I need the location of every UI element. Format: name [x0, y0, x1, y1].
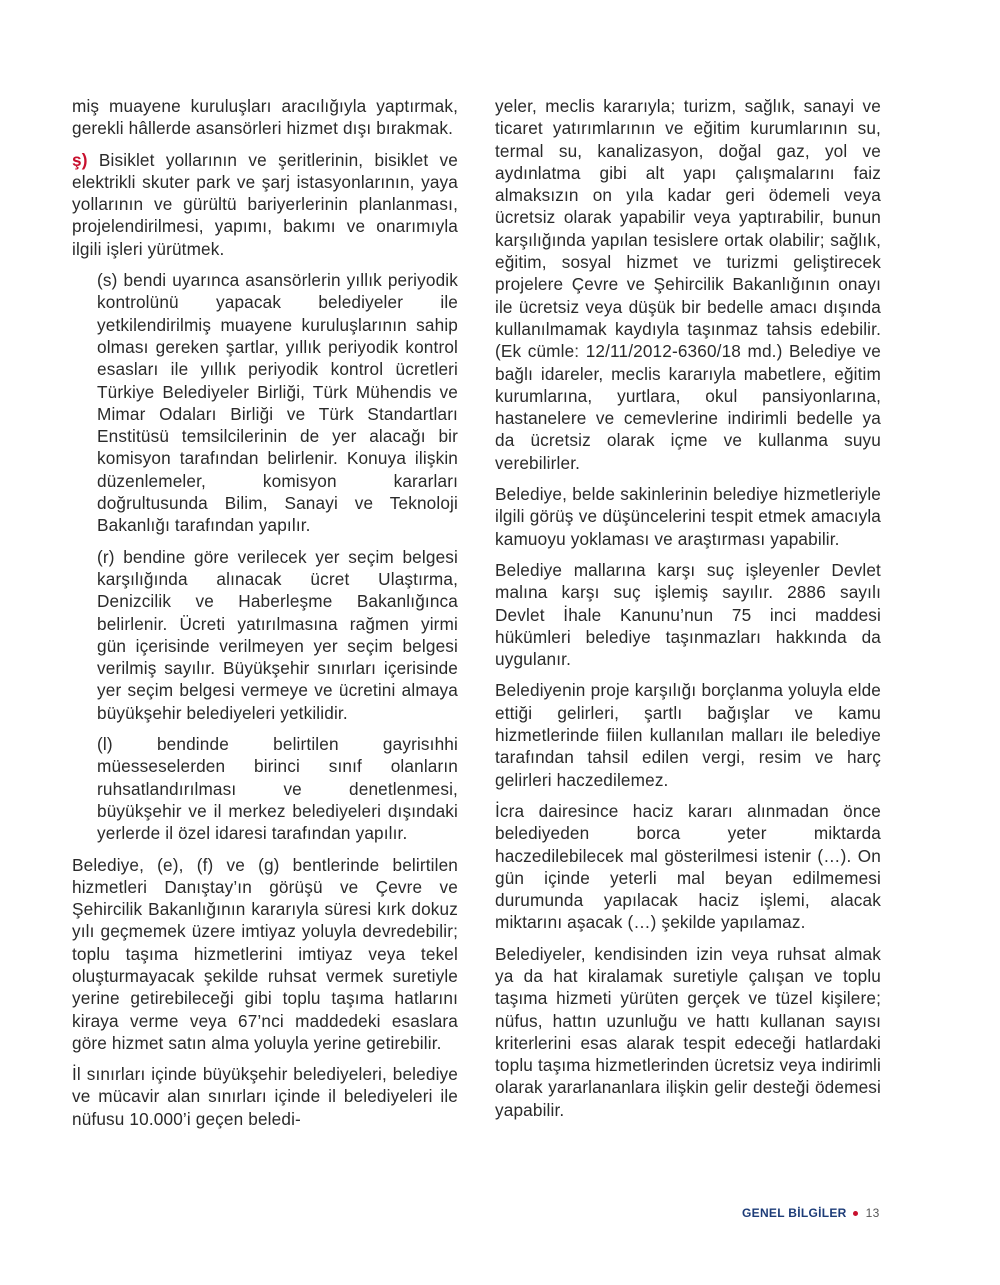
indented-paragraph: (l) bendinde belirtilen gayrisıhhi müesseselerden birinci sınıf olanların ruhsatlandırılması ve denetlenmesi, büyükşehir ve il merkez belediyeleri dışındaki yerlerde il özel idaresi tarafından yapılır. — [97, 734, 458, 844]
paragraph: Belediye, (e), (f) ve (g) bentlerinde belirtilen hizmetleri Danıştay’ın görüşü ve Çevre ve Şehircilik Bakanlığının kararıyla süresi kırk dokuz yılı geçmemek üzere imtiyaz yoluyla devredebilir; toplu taşıma hizmetlerini imtiyaz veya tekel oluşturmayacak şekilde ruhsat vermek suretiyle yerine getirebileceği gibi toplu taşıma hatlarını kiraya verme veya 67’nci maddedeki esaslara göre hizmet satın alma yoluyla yerine getirebilir. — [72, 854, 458, 1053]
paragraph-item-s — [72, 149, 458, 260]
left-column — [72, 95, 458, 1139]
item-marker: ş) — [72, 149, 88, 170]
paragraph: Belediyeler, kendisinden izin veya ruhsat almak ya da hat kiralamak suretiyle çalışan ve toplu taşıma hizmeti yürüten gerçek ve tüzel kişilere; nüfus, hattın uzunluğu ve hattı kullanan sayısı kriterlerini esas alarak tespit edeceği hatlardaki toplu taşıma hizmetlerinden ücretsiz veya indirimli olarak yararlananlara ilişkin gelir desteği ödemesi yapabilir. — [495, 943, 881, 1120]
paragraph: Belediye mallarına karşı suç işleyenler Devlet malına karşı suç işlemiş sayılır. 2886 sayılı Devlet İhale Kanunu’nun 75 inci maddesi hükümleri belediye taşınmazları hakkında da uygulanır. — [495, 559, 881, 670]
indented-paragraph: (r) bendine göre verilecek yer seçim belgesi karşılığında alınacak ücret Ulaştırma, Denizcilik ve Haberleşme Bakanlığınca belirlenir. Ücreti yatırılmasına rağmen yirmi gün içerisinde verilmeyen yer seçim belgesi verilmiş sayılır. Büyükşehir sınırları içerisinde yer seçim belgesi vermeye ve ücretini almaya büyükşehir belediyeleri yetkilidir. — [97, 546, 458, 723]
indented-paragraph: (s) bendi uyarınca asansörlerin yıllık periyodik kontrolünü yapacak belediyeler ile yetkilendirilmiş muayene kuruluşlarının sahip olması gereken şartlar, yıllık periyodik kontrol esasları ile yıllık periyodik kontrol ücretleri Türkiye Belediyeler Birliği, Türk Mühendis ve Mimar Odaları Birliği ve Türk Standartları Enstitüsü temsilcilerinin de yer alacağı bir komisyon tarafından belirlenir. Konuya ilişkin düzenlemeler, komisyon kararları doğrultusunda Bilim, Sanayi ve Teknoloji Bakanlığı tarafından yapılır. — [97, 270, 458, 536]
page-number: 13 — [865, 1206, 880, 1220]
paragraph: miş muayene kuruluşları aracılığıyla yaptırmak, gerekli hâllerde asansörleri hizmet dışı bırakmak. — [72, 96, 458, 139]
paragraph: Belediyenin proje karşılığı borçlanma yoluyla elde ettiği gelirleri, şartlı bağışlar ve kamu hizmetlerinde fiilen kullanılan malları ile belediye tarafından tahsil edilen vergi, resim ve harç gelirleri haczedilemez. — [495, 680, 881, 790]
item-text: Bisiklet yollarının ve şeritlerinin, bisiklet ve elektrikli skuter park ve şarj istasyonlarının, yaya yollarının ve gürültü bariyerlerinin planlanması, projelendirilmesi, yapımı, bakımı ve onarımıyla ilgili işleri yürütmek. — [72, 149, 458, 259]
right-column — [495, 95, 881, 1130]
bullet-dot-icon — [853, 1211, 858, 1216]
section-title: GENEL BİLGİLER — [742, 1206, 847, 1220]
paragraph: İl sınırları içinde büyükşehir belediyeleri, belediye ve mücavir alan sınırları içinde il belediyeleri ile nüfusu 10.000’i geçen beledi- — [72, 1064, 458, 1129]
page-footer — [742, 1206, 880, 1220]
paragraph: Belediye, belde sakinlerinin belediye hizmetleriyle ilgili görüş ve düşüncelerini tespit etmek amacıyla kamuoyu yoklaması ve araştırması yapabilir. — [495, 484, 881, 549]
paragraph: yeler, meclis kararıyla; turizm, sağlık, sanayi ve ticaret yatırımlarının ve eğitim kurumlarının su, termal su, kanalizasyon, doğal gaz, yol ve aydınlatma gibi alt yapı çalışmalarını faiz almaksızın on yıla kadar geri ödemeli veya ücretsiz olarak yapabilir veya yaptırabilir, bunun karşılığında yapılan tesislere ortak olabilir; sağlık, eğitim, sosyal hizmet ve turizmi geliştirecek projelere Çevre ve Şehircilik Bakanlığının onayı ile ücretsiz veya düşük bir bedelle amacı dışında kullanılmamak kaydıyla taşınmaz tahsis edebilir. (Ek cümle: 12/11/2012-6360/18 md.) Belediye ve bağlı idareler, meclis kararıyla mabetlere, eğitim kurumlarına, yurtlara, okul pansiyonlarına, hastanelere ve cemevlerine indirimli bedelle ya da ücretsiz olarak içme ve kullanma suyu verebilirler. — [495, 96, 881, 473]
paragraph: İcra dairesince haciz kararı alınmadan önce belediyeden borca yeter miktarda haczedilebilecek mal gösterilmesi istenir (…). On gün içinde yeterli mal beyan edilmemesi durumunda yapılacak haciz işlemi, alacak miktarını aşacak (…) şekilde yapılamaz. — [495, 800, 881, 933]
